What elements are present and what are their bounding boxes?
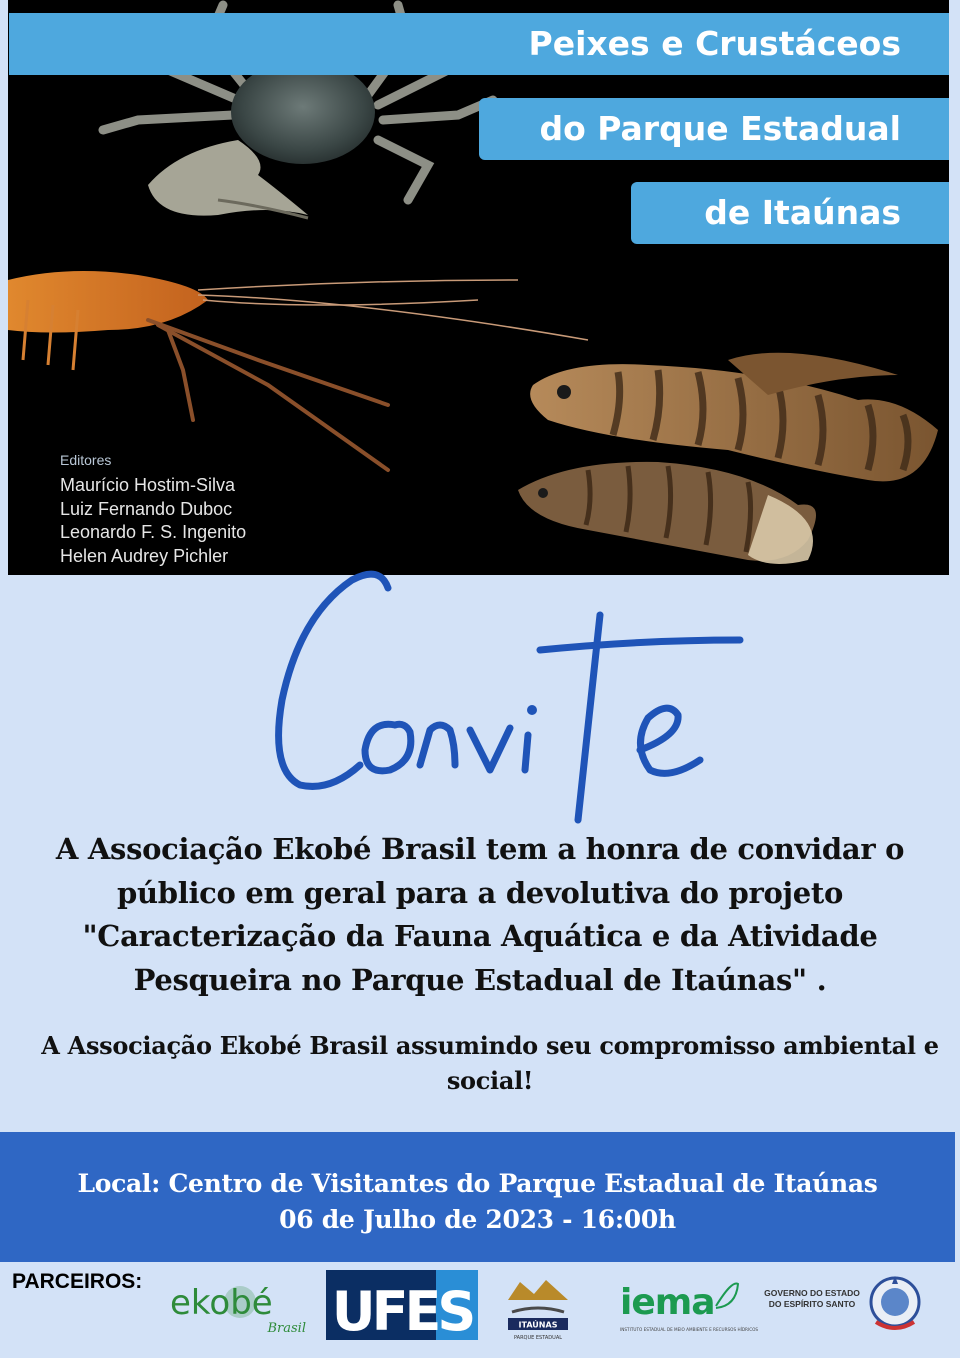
event-datetime: 06 de Julho de 2023 - 16:00h xyxy=(279,1205,676,1234)
invitation-line: público em geral para a devolutiva do projeto xyxy=(116,875,843,910)
cover-title-line-3: de Itaúnas xyxy=(631,182,949,244)
itaunas-logo-sub: PARQUE ESTADUAL xyxy=(513,1335,563,1341)
editor-name: Maurício Hostim-Silva xyxy=(60,475,236,495)
cover-title-line-2: do Parque Estadual xyxy=(479,98,949,160)
invitation-paragraph xyxy=(40,828,920,1002)
editor-name: Leonardo F. S. Ingenito xyxy=(60,522,247,542)
ufes-logo-word: UFES xyxy=(331,1280,473,1343)
invitation-line: Pesqueira no Parque Estadual de Itaúnas" . xyxy=(133,962,827,997)
invitation-line: A Associação Ekobé Brasil tem a honra de convidar o xyxy=(55,832,905,866)
convite-heading-text: Convite xyxy=(478,810,482,811)
iema-logo-sub: INSTITUTO ESTADUAL DE MEIO AMBIENTE E RECURSOS HÍDRICOS xyxy=(620,1327,759,1332)
iema-logo xyxy=(620,1276,759,1336)
ekobe-logo-word: ekobé xyxy=(170,1283,273,1323)
government-line-2: DO ESPÍRITO SANTO xyxy=(768,1299,856,1309)
ekobe-logo-sub: Brasil xyxy=(267,1321,306,1336)
itaunas-park-logo xyxy=(506,1276,570,1342)
cover-title-line-1: Peixes e Crustáceos xyxy=(9,13,949,75)
commitment-line: social! xyxy=(446,1066,534,1095)
iema-logo-word: iema xyxy=(620,1282,715,1323)
commitment-line: A Associação Ekobé Brasil assumindo seu compromisso ambiental e xyxy=(41,1031,939,1060)
editors-label: Editores xyxy=(60,452,112,468)
editor-name: Luiz Fernando Duboc xyxy=(60,498,233,519)
editor-name: Helen Audrey Pichler xyxy=(60,545,229,566)
ufes-logo xyxy=(326,1270,478,1343)
editors-block xyxy=(60,452,246,568)
state-coat-of-arms-icon xyxy=(864,1272,926,1338)
itaunas-logo-word: ITAÚNAS xyxy=(518,1320,558,1330)
commitment-paragraph xyxy=(40,1028,940,1098)
government-line-1: GOVERNO DO ESTADO xyxy=(764,1288,860,1298)
partners-label: PARCEIROS: xyxy=(12,1270,143,1293)
invitation-line: "Caracterização da Fauna Aquática e da Atividade xyxy=(82,919,878,953)
espirito-santo-government-logo xyxy=(762,1280,862,1320)
convite-heading xyxy=(0,560,960,820)
book-cover-image xyxy=(8,0,949,575)
location-text: Local: Centro de Visitantes do Parque Estadual de Itaúnas xyxy=(77,1169,878,1198)
ekobe-brasil-logo xyxy=(170,1276,308,1336)
location-banner xyxy=(0,1132,955,1262)
